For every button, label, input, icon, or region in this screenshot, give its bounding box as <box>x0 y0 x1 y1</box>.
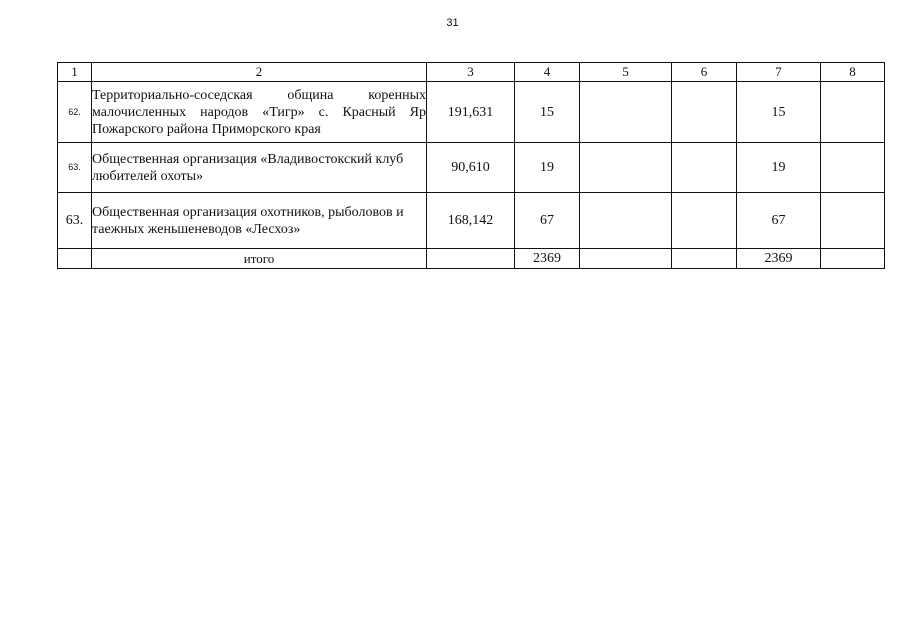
organization-name-cell <box>92 82 427 143</box>
area-cell: 191,631 <box>427 82 515 143</box>
column-4-cell: 67 <box>515 193 580 249</box>
organization-name: Территориально-соседская община коренных малочисленных народов «Тигр» с. Красный Яр Пожарского района Приморского края <box>92 87 426 137</box>
column-7-cell: 19 <box>737 143 821 193</box>
total-column-7: 2369 <box>737 249 821 269</box>
column-6-cell <box>672 143 737 193</box>
organization-name-cell <box>92 143 427 193</box>
table-row <box>58 82 885 143</box>
area-cell: 90,610 <box>427 143 515 193</box>
table-header-row <box>58 63 885 82</box>
column-6-cell <box>672 82 737 143</box>
page-number: 31 <box>446 17 459 29</box>
column-5-cell <box>580 143 672 193</box>
column-6-cell <box>672 193 737 249</box>
table-row <box>58 193 885 249</box>
organization-name: Общественная организация охотников, рыболовов и таежных женьшеневодов «Лесхоз» <box>92 204 404 237</box>
column-5-cell <box>580 193 672 249</box>
total-column-5 <box>580 249 672 269</box>
column-header: 6 <box>672 63 737 82</box>
total-column-8 <box>821 249 885 269</box>
area-cell: 168,142 <box>427 193 515 249</box>
column-5-cell <box>580 82 672 143</box>
column-7-cell: 15 <box>737 82 821 143</box>
total-label: итого <box>92 249 427 269</box>
total-column-4: 2369 <box>515 249 580 269</box>
column-header: 5 <box>580 63 672 82</box>
column-4-cell: 15 <box>515 82 580 143</box>
total-number-cell <box>58 249 92 269</box>
total-row <box>58 249 885 269</box>
row-number: 62. <box>58 82 92 143</box>
column-4-cell: 19 <box>515 143 580 193</box>
column-8-cell <box>821 82 885 143</box>
organization-name: Общественная организация «Владивостокский клуб любителей охоты» <box>92 151 404 184</box>
total-area-cell <box>427 249 515 269</box>
column-header: 8 <box>821 63 885 82</box>
row-number: 63. <box>58 143 92 193</box>
column-header: 3 <box>427 63 515 82</box>
organization-name-cell <box>92 193 427 249</box>
table-row <box>58 143 885 193</box>
column-7-cell: 67 <box>737 193 821 249</box>
data-table <box>57 62 885 269</box>
column-8-cell <box>821 193 885 249</box>
column-header: 1 <box>58 63 92 82</box>
column-header: 7 <box>737 63 821 82</box>
column-header: 4 <box>515 63 580 82</box>
column-header: 2 <box>92 63 427 82</box>
row-number: 63. <box>58 193 92 249</box>
total-column-6 <box>672 249 737 269</box>
column-8-cell <box>821 143 885 193</box>
